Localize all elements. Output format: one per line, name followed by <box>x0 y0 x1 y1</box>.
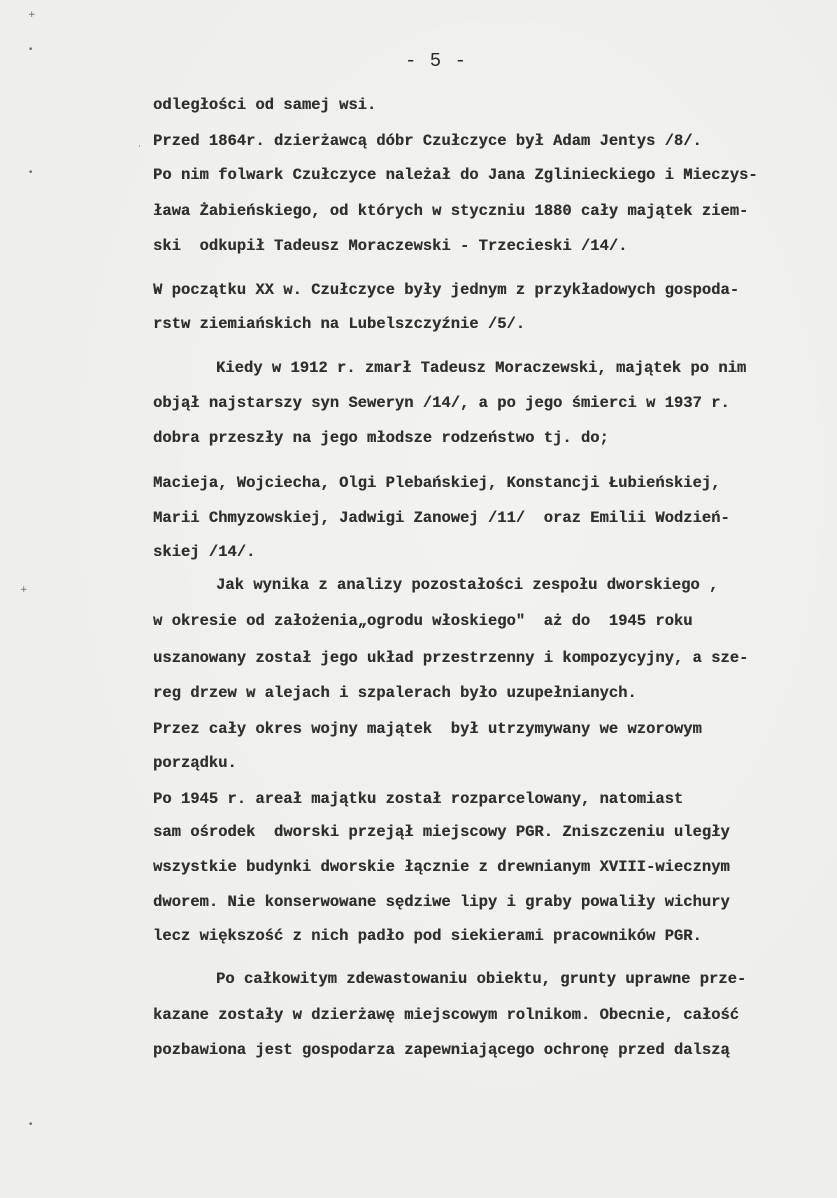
text-line: Jak wynika z analizy pozostałości zespołu dworskiego , <box>216 576 719 594</box>
text-line: Marii Chmyzowskiej, Jadwigi Zanowej /11/ oraz Emilii Wodzień- <box>153 509 730 527</box>
punch-mark: · <box>138 142 141 152</box>
text-line: rstw ziemiańskich na Lubelszczyźnie /5/. <box>153 315 526 333</box>
punch-mark: • <box>28 45 34 55</box>
text-line: W początku XX w. Czułczyce były jednym z przykładowych gospoda- <box>153 281 739 299</box>
text-line: porządku. <box>153 754 237 772</box>
text-line: objął najstarszy syn Seweryn /14/, a po jego śmierci w 1937 r. <box>153 394 730 412</box>
text-line: w okresie od założenia„ogrodu włoskiego" aż do 1945 roku <box>153 612 693 630</box>
punch-mark: • <box>28 1120 34 1130</box>
punch-mark: • <box>28 168 34 178</box>
page-number: - 5 - <box>405 50 468 72</box>
text-line: wszystkie budynki dworskie łącznie z drewnianym XVIII-wiecznym <box>153 858 730 876</box>
text-line: lecz większość z nich padło pod siekierami pracowników PGR. <box>153 927 702 945</box>
text-line: dworem. Nie konserwowane sędziwe lipy i graby powaliły wichury <box>153 893 730 911</box>
text-line: reg drzew w alejach i szpalerach było uzupełnianych. <box>153 684 637 702</box>
text-line: Po całkowitym zdewastowaniu obiektu, grunty uprawne prze- <box>216 970 747 988</box>
text-line: kazane zostały w dzierżawę miejscowym rolnikom. Obecnie, całość <box>153 1006 739 1024</box>
text-line: dobra przeszły na jego młodsze rodzeństwo tj. do; <box>153 429 609 447</box>
text-line: Po 1945 r. areał majątku został rozparcelowany, natomiast <box>153 790 684 808</box>
text-line: sam ośrodek dworski przejął miejscowy PGR. Zniszczeniu uległy <box>153 823 730 841</box>
text-line: Kiedy w 1912 r. zmarł Tadeusz Moraczewski, majątek po nim <box>216 359 747 377</box>
text-line: Po nim folwark Czułczyce należał do Jana Zglinieckiego i Mieczys- <box>153 166 758 184</box>
text-line: Macieja, Wojciecha, Olgi Plebańskiej, Konstancji Łubieńskiej, <box>153 474 721 492</box>
text-line: uszanowany został jego układ przestrzenny i kompozycyjny, a sze- <box>153 649 749 667</box>
punch-mark: + <box>28 10 36 20</box>
text-line: ski odkupił Tadeusz Moraczewski - Trzecieski /14/. <box>153 237 628 255</box>
text-line: pozbawiona jest gospodarza zapewniającego ochronę przed dalszą <box>153 1041 730 1059</box>
text-line: Przed 1864r. dzierżawcą dóbr Czułczyce był Adam Jentys /8/. <box>153 132 702 150</box>
text-line: odległości od samej wsi. <box>153 96 377 114</box>
text-line: skiej /14/. <box>153 543 256 561</box>
punch-mark: + <box>20 585 28 595</box>
text-line: ława Żabieńskiego, od których w styczniu 1880 cały majątek ziem- <box>153 202 749 220</box>
text-line: Przez cały okres wojny majątek był utrzymywany we wzorowym <box>153 720 702 738</box>
